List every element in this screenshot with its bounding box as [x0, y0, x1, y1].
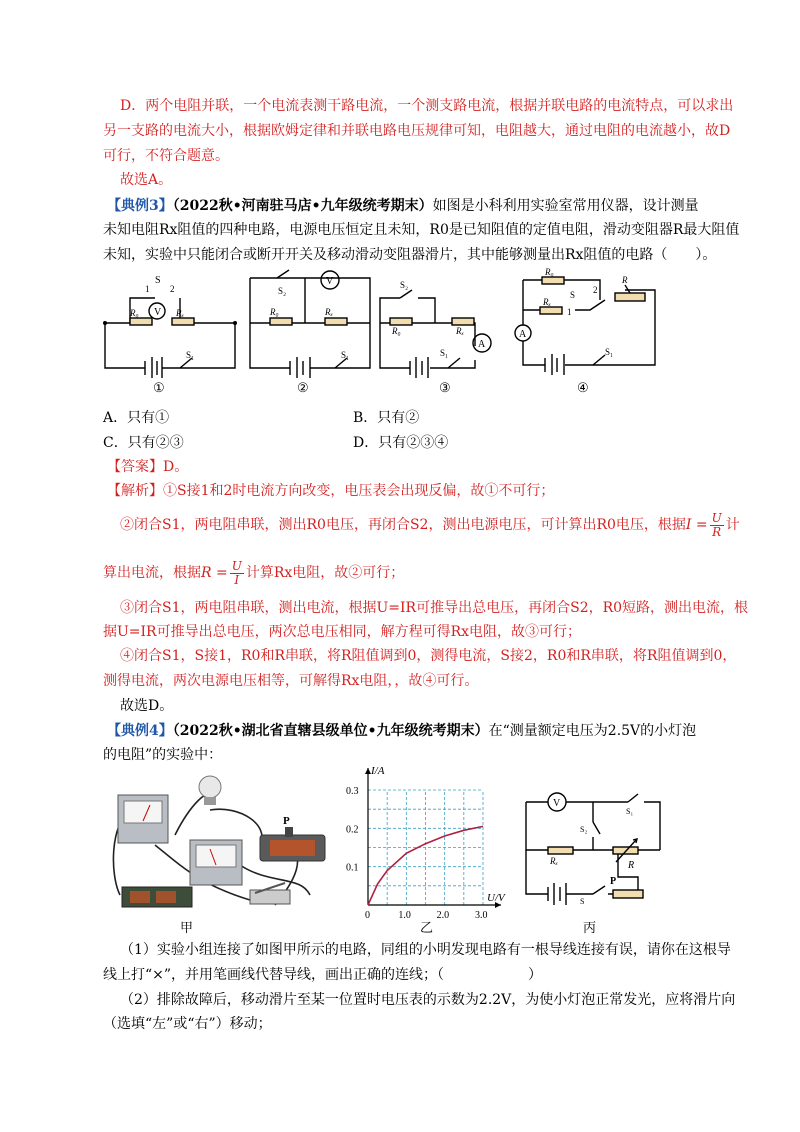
formula1-den: R: [712, 524, 722, 539]
chart-ytick-label: 0.1: [346, 862, 359, 874]
analysis-a2-post: 计: [725, 517, 740, 533]
analysis-line5: 据U=IR可推导出总电压，两次总电压相同，解方程可得Rx电阻，故③可行；: [103, 624, 582, 640]
previous-choice: 故选A。: [120, 172, 173, 188]
circuit-4: [505, 265, 665, 375]
chart-xtick-label: 2.0: [436, 910, 450, 920]
iu-chart: [342, 760, 512, 920]
ex4-stem-line2: 的电阻”的实验中：: [103, 747, 223, 763]
caption-yi: 乙: [420, 921, 434, 936]
q2-line2: （选填“左”或“右”）移动；: [103, 1016, 272, 1032]
svg-text:Rₓ: Rₓ: [456, 326, 465, 336]
svg-text:S: S: [570, 290, 576, 300]
analysis-line3: [103, 558, 404, 588]
ex3-choice: 故选D。: [120, 698, 174, 714]
svg-text:P: P: [610, 876, 617, 887]
analysis-tag: 【解析】: [107, 483, 163, 499]
analysis-a2-pre: ②闭合S1，两电阻串联，测出R0电压，再闭合S2，测出电源电压，可计算出R0电压，根据: [120, 517, 686, 533]
chart-ylabel: I/A: [371, 765, 385, 777]
ex3-source: （2022秋•河南驻马店•九年级统考期末）: [172, 198, 433, 214]
svg-text:Rₓ: Rₓ: [176, 308, 185, 318]
option-b: B．只有②: [353, 410, 420, 426]
formula2-den: I: [234, 572, 240, 587]
svg-text:Rₓ: Rₓ: [325, 307, 334, 317]
circuit-2: [245, 268, 375, 378]
chart-ytick-label: 0.2: [346, 824, 359, 836]
svg-text:R₀: R₀: [392, 326, 401, 336]
svg-text:S₁: S₁: [605, 347, 614, 357]
analysis-line2: [120, 510, 740, 540]
caption-2: ②: [297, 381, 309, 396]
circuit-3: [370, 268, 505, 378]
q2-line1: （2）排除故障后，移动滑片至某一位置时电压表的示数为2.2V，为使小灯泡正常发光，应将滑片向: [120, 992, 736, 1008]
svg-text:V: V: [326, 276, 334, 287]
chart-grid: [368, 790, 483, 905]
analysis-a3-pre: 算出电流，根据: [103, 565, 201, 581]
ex4-tag: 【典例4】: [107, 723, 173, 739]
caption-jia: 甲: [180, 921, 194, 936]
svg-text:1: 1: [567, 307, 572, 317]
ex3-tag: 【典例3】: [107, 198, 173, 214]
svg-text:P: P: [283, 815, 290, 827]
ex3-stem-line2: 未知电阻Rx阻值的四种电路，电源电压恒定且未知，R0是已知阻值的定值电阻，滑动变阻器R最大阻值: [103, 222, 740, 238]
option-d-line2: 另一支路的电流大小，根据欧姆定律和并联电路电压规律可知，电阻越大，通过电阻的电流越小，故D: [103, 123, 731, 139]
ex4-stem-line1: [107, 721, 696, 741]
ex4-source: （2022秋•湖北省直辖县级单位•九年级统考期末）: [172, 723, 489, 739]
formula2-fraction: [230, 560, 244, 587]
circuit-1: [100, 268, 240, 378]
svg-text:S₁: S₁: [186, 350, 195, 360]
caption-4: ④: [577, 381, 589, 396]
analysis-a3-post: 计算Rx电阻，故②可行；: [245, 565, 405, 581]
svg-text:S₂: S₂: [400, 280, 409, 290]
chart-xtick-label: 0: [365, 910, 370, 920]
ex3-stem-line1: [107, 196, 699, 216]
svg-text:S: S: [580, 897, 585, 906]
option-d-line1: D．两个电阻并联，一个电流表测干路电流，一个测支路电流，根据并联电路的电流特点，可以求出: [120, 98, 734, 114]
q1-line2: 线上打“×”，并用笔画线代替导线，画出正确的连线；（ ）: [103, 967, 543, 983]
q1-line1: （1）实验小组连接了如图甲所示的电路，同组的小明发现电路有一根导线连接有误，请你在这根导: [120, 942, 731, 958]
option-c: C．只有②③: [103, 435, 184, 451]
svg-text:Rₓ: Rₓ: [543, 297, 552, 307]
svg-text:A: A: [478, 339, 486, 350]
analysis-a1: ①S接1和2时电流方向改变，电压表会出现反偏，故①不可行；: [163, 483, 555, 499]
ex3-stem1: 如图是小科利用实验室常用仪器，设计测量: [432, 198, 699, 214]
caption-3: ③: [439, 381, 451, 396]
analysis-line7: 测得电流，两次电源电压相等，可解得Rx电阻，，故④可行。: [103, 673, 479, 689]
svg-text:R: R: [622, 275, 628, 285]
formula2-lhs: R =: [201, 565, 228, 581]
ex3-stem-line3: 未知，实验中只能闭合或断开开关及移动滑动变阻器滑片，其中能够测量出Rx阻值的电路（ ）。: [103, 247, 717, 263]
svg-text:S₂: S₂: [278, 286, 287, 296]
svg-text:R₀: R₀: [130, 308, 139, 318]
svg-text:S₁: S₁: [341, 350, 350, 360]
circuit-bing: [518, 782, 668, 912]
analysis-line4: ③闭合S1，两电阻串联，测出电流，根据U=IR可推导出总电压，再闭合S2，R0短路，测出电流，根: [120, 600, 749, 616]
formula1-fraction: [710, 512, 724, 539]
formula1-num: U: [711, 510, 722, 525]
svg-text:S₁: S₁: [626, 807, 634, 816]
caption-bing: 丙: [583, 921, 597, 936]
formula1-lhs: I =: [685, 517, 708, 533]
chart-xtick-label: 3.0: [475, 910, 488, 920]
svg-text:2: 2: [593, 285, 598, 295]
svg-text:S: S: [155, 275, 161, 286]
svg-text:V: V: [553, 798, 561, 809]
apparatus-figure: [100, 765, 330, 915]
svg-text:S₂: S₂: [580, 825, 588, 834]
svg-text:R: R: [628, 860, 635, 871]
svg-text:1: 1: [145, 284, 150, 294]
answer: 【答案】D。: [107, 459, 189, 475]
svg-text:V: V: [154, 307, 162, 318]
svg-text:R₀: R₀: [270, 307, 279, 317]
analysis-line1: [107, 481, 554, 501]
chart-ticks: [346, 786, 488, 920]
caption-1: ①: [153, 381, 165, 396]
svg-text:S₁: S₁: [440, 348, 449, 358]
svg-text:R₀: R₀: [545, 267, 554, 277]
svg-text:Rₓ: Rₓ: [550, 856, 559, 866]
option-d: D．只有②③④: [353, 435, 449, 451]
chart-axes: [365, 768, 501, 908]
ex4-stem1: 在“测量额定电压为2.5V的小灯泡: [488, 723, 697, 739]
option-d-line3: 可行，不符合题意。: [103, 148, 229, 164]
analysis-line6: ④闭合S1，S接1，R0和R串联，将R阻值调到0，测得电流，S接2，R0和R串联，将R阻值调到0，: [120, 648, 737, 664]
svg-text:2: 2: [170, 284, 175, 294]
chart-xlabel: U/V: [487, 892, 505, 904]
formula2-num: U: [231, 558, 242, 573]
svg-text:A: A: [519, 329, 527, 340]
option-a: A．只有①: [103, 410, 170, 426]
chart-ytick-label: 0.3: [346, 786, 359, 797]
chart-xtick-label: 1.0: [398, 910, 411, 920]
